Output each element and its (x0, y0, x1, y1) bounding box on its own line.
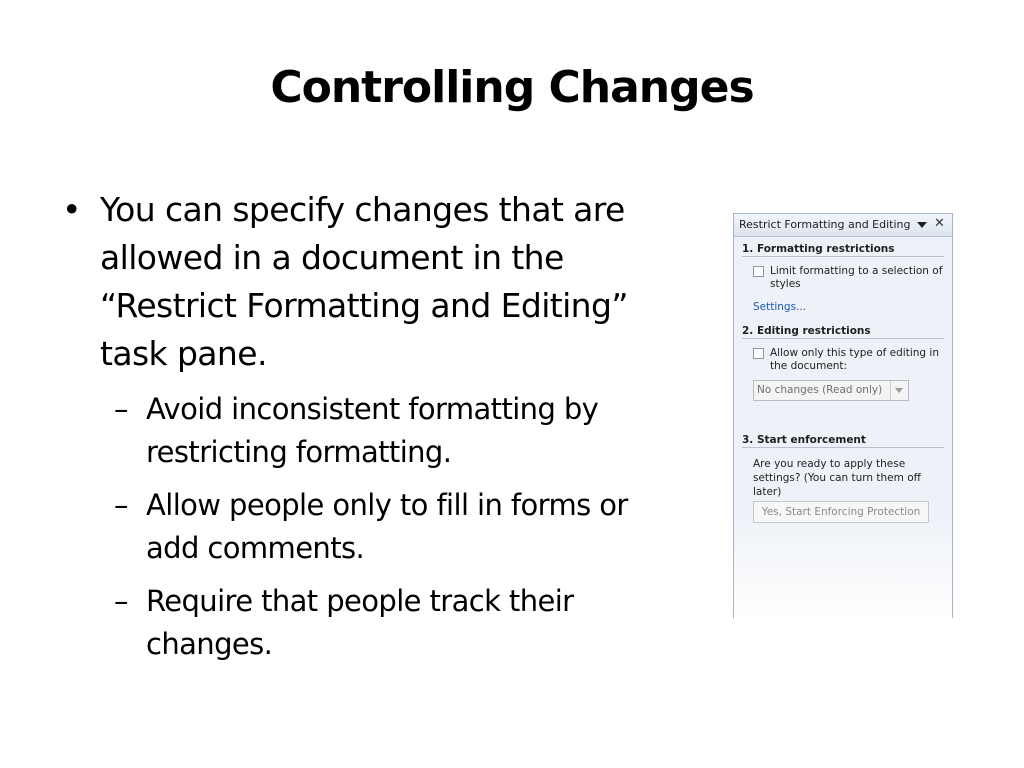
chevron-down-icon (895, 388, 903, 393)
allow-editing-type-label: Allow only this type of editing in the document: (770, 347, 939, 372)
editing-restrictions-header: 2. Editing restrictions (742, 325, 944, 339)
limit-formatting-checkbox[interactable] (753, 266, 764, 277)
sub-bullet-marker: – (114, 392, 128, 426)
restrict-formatting-task-pane (733, 213, 953, 618)
sub-bullet-text: Allow people only to fill in forms or add comments. (146, 488, 628, 565)
sub-bullet-marker: – (114, 488, 128, 522)
sub-bullet-text: Avoid inconsistent formatting by restricting formatting. (146, 392, 599, 469)
settings-link[interactable]: Settings... (753, 301, 807, 313)
limit-formatting-label: Limit formatting to a selection of styles (770, 265, 943, 290)
allow-editing-type-checkbox[interactable] (753, 348, 764, 359)
task-pane-title: Restrict Formatting and Editing (739, 218, 911, 231)
editing-type-dropdown[interactable] (753, 380, 909, 401)
bullet-marker: • (62, 190, 81, 229)
start-enforcing-button[interactable]: Yes, Start Enforcing Protection (753, 501, 929, 523)
sub-bullet-marker: – (114, 584, 128, 618)
sub-bullet-item (62, 388, 682, 474)
formatting-restrictions-header: 1. Formatting restrictions (742, 243, 944, 257)
slide-title: Controlling Changes (270, 62, 754, 113)
chevron-down-icon[interactable] (917, 222, 927, 228)
bullet-item (62, 186, 682, 378)
task-pane-header (734, 214, 952, 237)
slide-content (62, 186, 682, 666)
bullet-text: You can specify changes that are allowed in a document in the “Restrict Formatting and Editing” task pane. (100, 190, 628, 373)
start-enforcement-header: 3. Start enforcement (742, 434, 944, 448)
dropdown-button[interactable] (890, 381, 908, 400)
enforcement-description: Are you ready to apply these settings? (You can turn them off later) (753, 458, 921, 498)
dropdown-value: No changes (Read only) (757, 384, 883, 396)
sub-bullet-item (62, 580, 682, 666)
sub-bullet-item (62, 484, 682, 570)
sub-bullet-text: Require that people track their changes. (146, 584, 574, 661)
close-icon[interactable]: ✕ (934, 216, 945, 231)
